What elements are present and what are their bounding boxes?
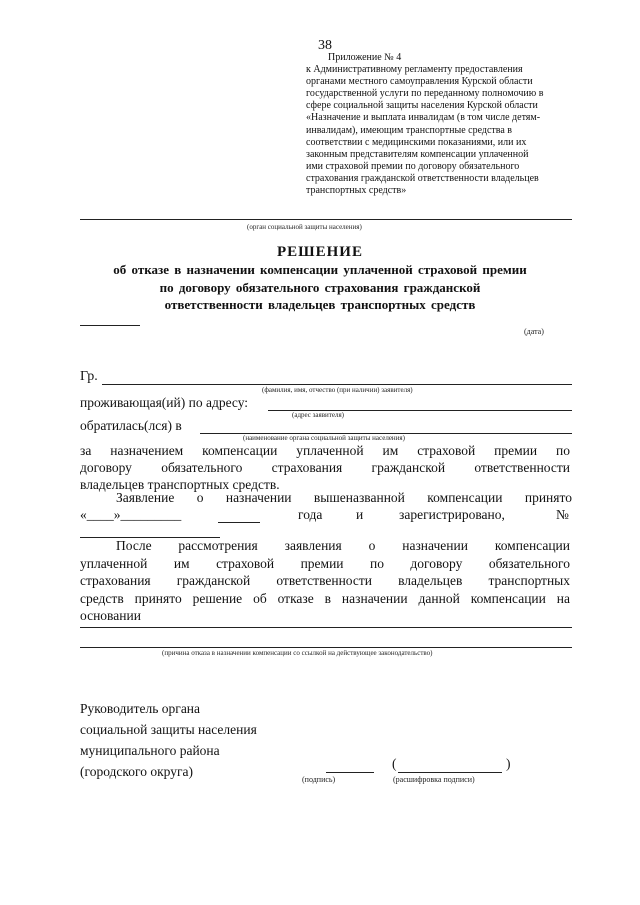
document-subtitle-line: об отказе в назначении компенсации уплаченной страховой премии (113, 262, 527, 277)
reason-caption: (причина отказа в назначении компенсации со ссылкой на действующее законодательство) (162, 649, 433, 657)
citizen-label: Гр. (80, 369, 98, 384)
document-title: РЕШЕНИЕ (277, 244, 363, 260)
decode-underline (398, 772, 502, 773)
signature-underline (326, 772, 374, 773)
signature-line: муниципального района (80, 743, 220, 758)
application-number-sign: № (556, 507, 569, 522)
citizen-caption: (фамилия, имя, отчество (при наличии) заявителя) (262, 386, 413, 394)
annex-line: органами местного самоуправления Курской области (306, 76, 533, 88)
date-underline (80, 325, 140, 326)
paragraph-word: о (196, 490, 204, 505)
annex-line: страхования гражданской ответственности владельцев (306, 172, 539, 184)
paragraph-word: вышеназванной (313, 490, 405, 505)
signature-line: Руководитель органа (80, 701, 201, 716)
date-caption: (дата) (524, 327, 544, 336)
decode-caption: (расшифровка подписи) (393, 775, 475, 784)
signature-line: (городского округа) (80, 764, 194, 779)
paragraph-line: основании (80, 608, 141, 623)
document-subtitle-line: ответственности владельцев транспортных средств (164, 297, 476, 312)
paragraph-line: уплаченной им страховой премии по договору обязательного (80, 555, 570, 571)
paragraph-decision (80, 537, 570, 625)
application-year: года (298, 507, 323, 522)
applied-label: обратилась(лся) в (80, 418, 182, 433)
paragraph-line: договору обязательного страхования гражданской ответственности (80, 460, 570, 475)
address-label: проживающая(ий) по адресу: (80, 395, 249, 410)
signature-block (80, 698, 257, 782)
org-underline (80, 219, 572, 220)
paragraph-compensation (80, 442, 570, 493)
annex-line: сфере социальной защиты населения Курской области (306, 100, 538, 112)
paragraph-application (116, 490, 572, 506)
application-and: и (356, 507, 364, 522)
annex-block (306, 52, 576, 197)
page-number: 38 (318, 38, 332, 53)
annex-line: Приложение № 4 (328, 52, 402, 63)
reason-underline-1 (80, 627, 572, 628)
paragraph-line: средств принято решение об отказе в назначении данной компенсации на (80, 590, 570, 606)
paragraph-word: принято (524, 490, 572, 505)
paragraph-word: назначении (225, 490, 292, 505)
annex-line: государственной услуги по переданному полномочию в (306, 88, 544, 100)
application-month-underline (218, 522, 260, 523)
applied-caption: (наименование органа социальной защиты населения) (243, 434, 405, 442)
annex-line: соответствии с медицинскими показаниями, или их (306, 136, 527, 148)
application-registered: зарегистрировано, (399, 507, 505, 522)
annex-line: к Административному регламенту предоставления (306, 64, 523, 76)
citizen-underline (102, 384, 572, 385)
annex-line: ими страховой премии по договору обязательного (306, 160, 520, 172)
reason-underline-2 (80, 647, 572, 648)
paragraph-word: Заявление (116, 490, 175, 505)
annex-line: законным представителям компенсации уплаченной (306, 148, 529, 160)
decode-paren-open: ( (392, 756, 397, 771)
annex-line: инвалидам), имеющим транспортные средства в (306, 124, 513, 136)
paragraph-line: за назначением компенсации уплаченной им страховой премии по (80, 443, 570, 458)
signature-caption: (подпись) (302, 775, 336, 784)
paragraph-line: владельцев транспортных средств. (80, 477, 280, 492)
org-caption: (орган социальной защиты населения) (247, 223, 362, 231)
decode-paren-close: ) (506, 756, 511, 771)
document-subtitle-line: по договору обязательного страхования гражданской (159, 280, 481, 295)
annex-line: транспортных средств» (306, 185, 407, 197)
paragraph-line: После рассмотрения заявления о назначении компенсации (116, 538, 570, 553)
paragraph-word: компенсации (427, 490, 503, 505)
paragraph-line: страхования гражданской ответственности владельцев транспортных (80, 573, 570, 588)
address-caption: (адрес заявителя) (292, 411, 344, 419)
annex-line: «Назначение и выплата инвалидам (в том числе детям- (306, 112, 541, 124)
application-date-quote: «____»_________ (80, 507, 182, 522)
signature-line: социальной защиты населения (80, 722, 257, 737)
